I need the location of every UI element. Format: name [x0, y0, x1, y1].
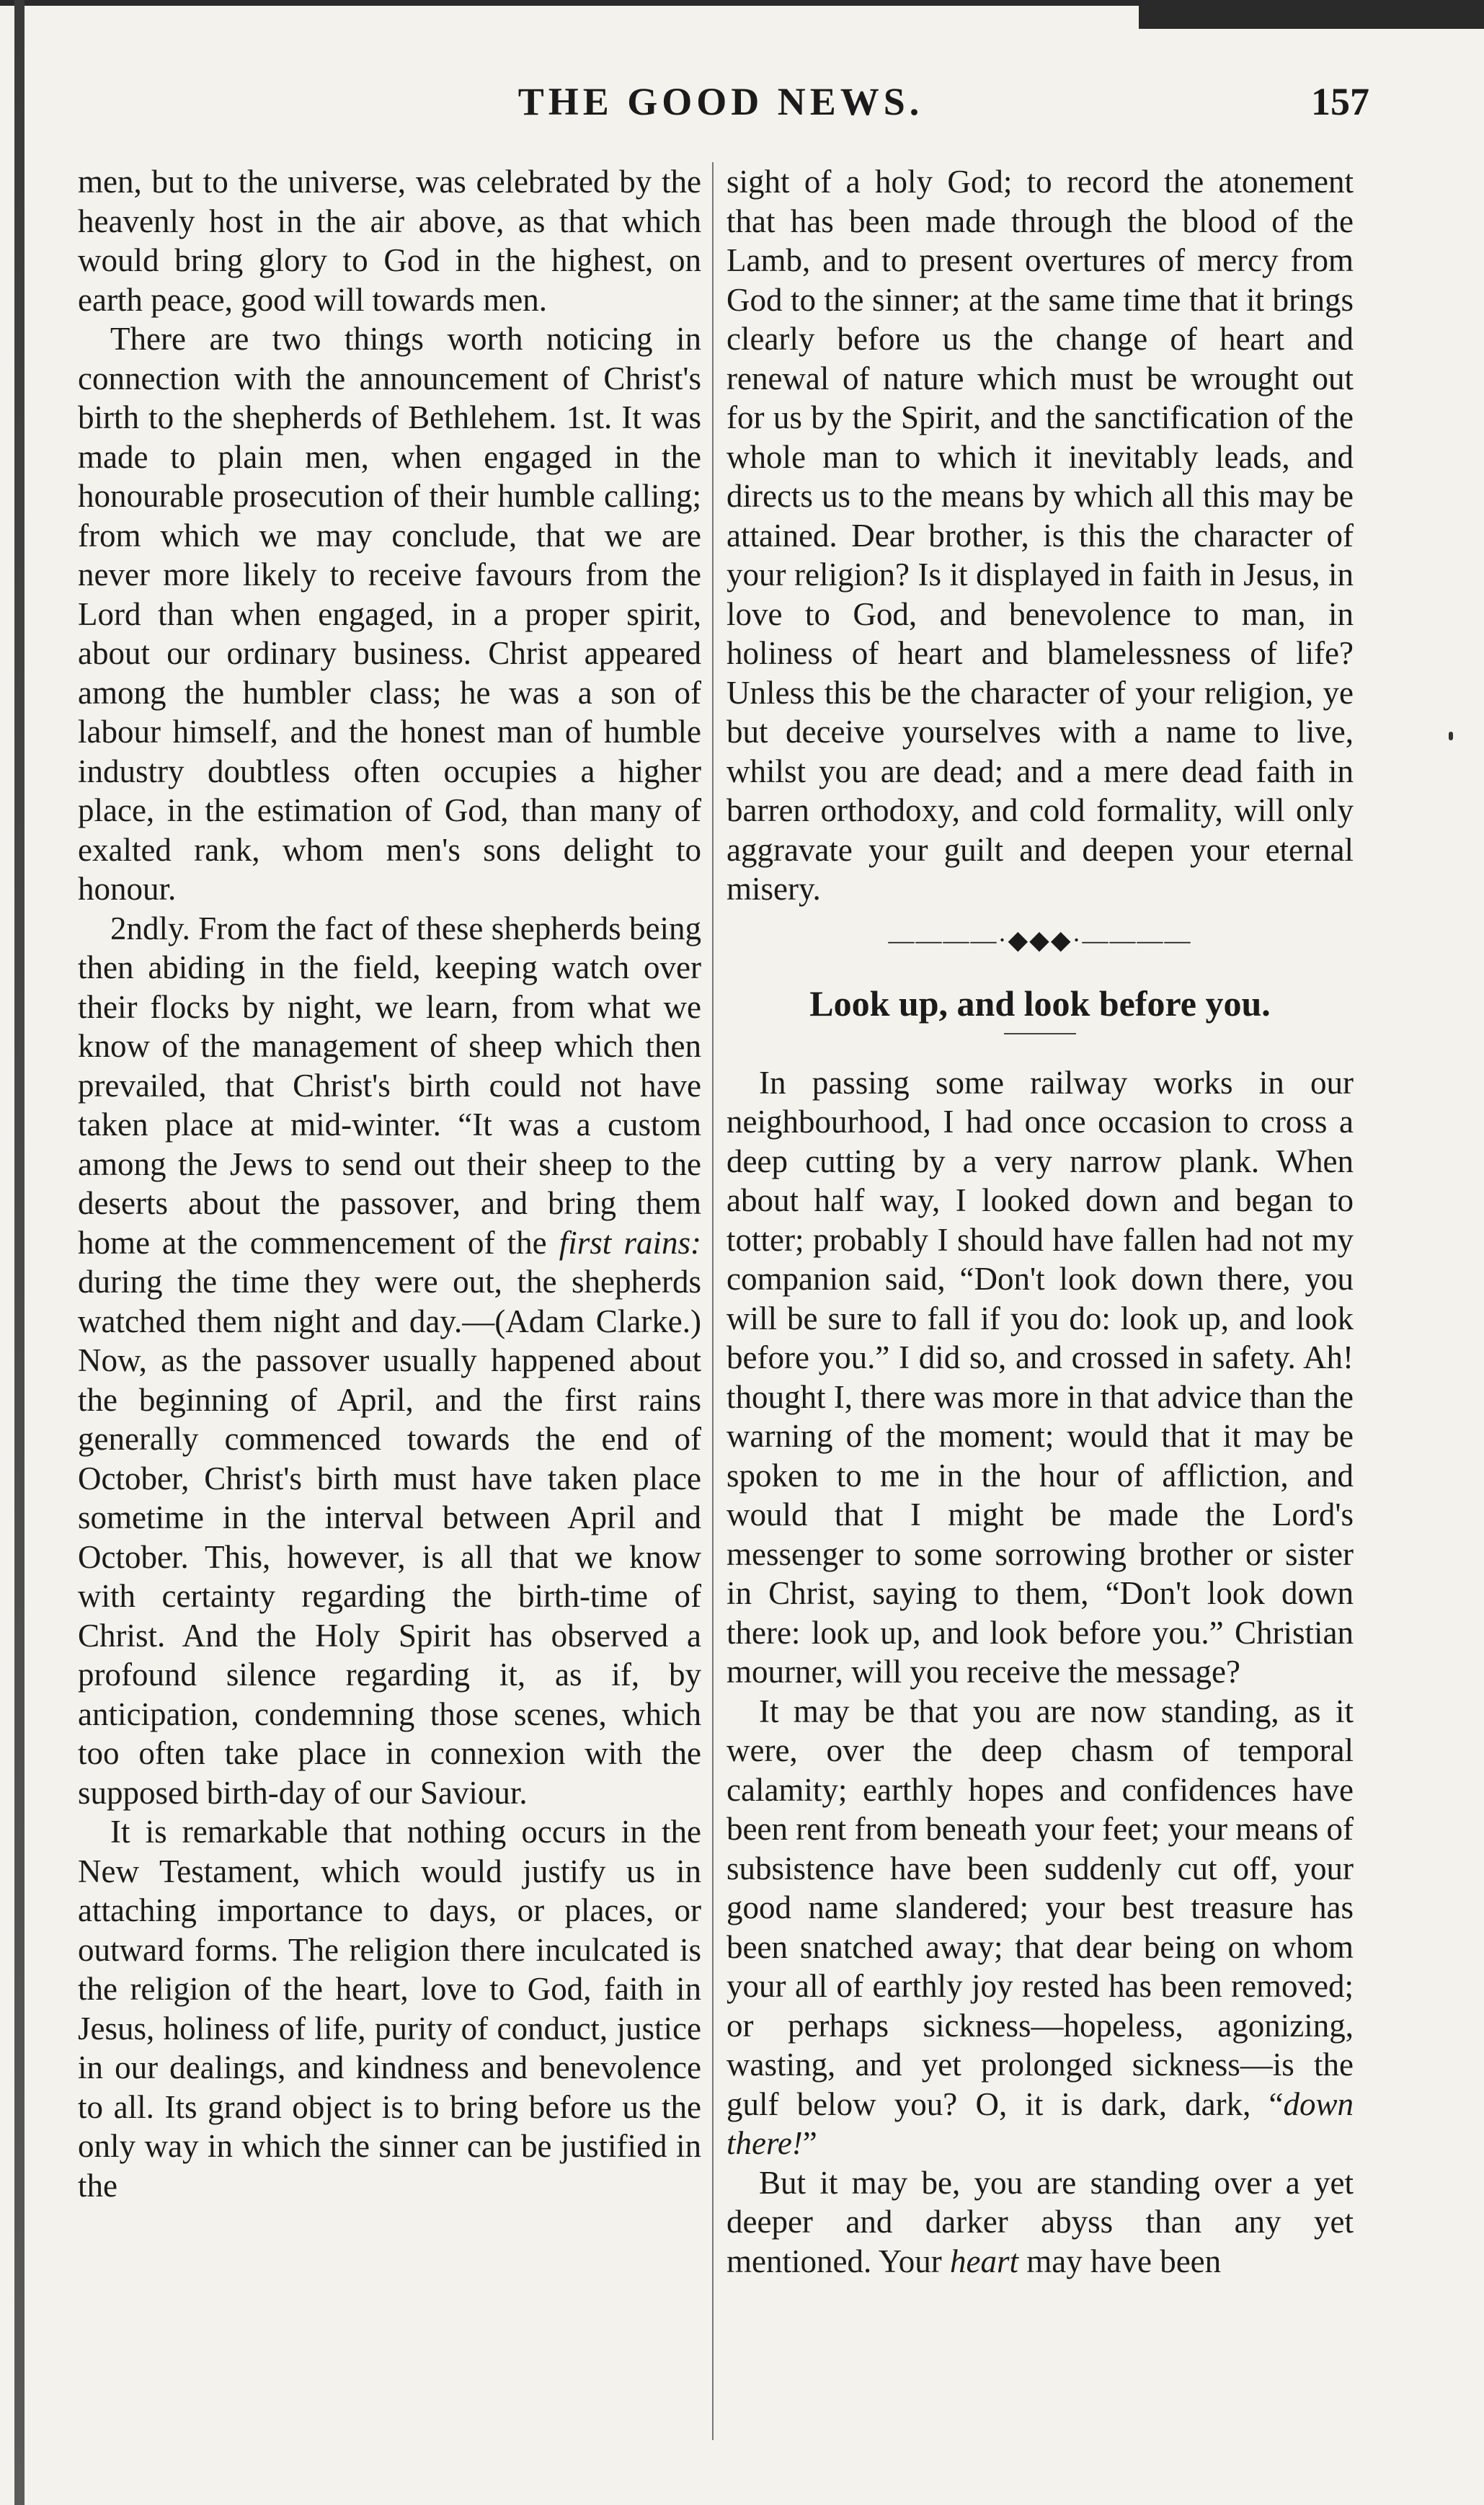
paragraph-text: ” — [802, 2125, 817, 2161]
paragraph-text: during the time they were out, the shepherds watched them night and day.—(Adam Clarke.) Now, as the passover usually happened about the beginning of April, and the first rains generally commenced towards the end of October, Christ's birth must have taken place sometime in the interval between April and October. This, however, is all that we know with certainty regarding the birth-time of Christ. And the Holy Spirit has observed a profound silence regarding it, as if, by anticipation, condemning those scenes, which too often take place in connexion with the supposed birth-day of our Saviour. — [78, 1264, 701, 1811]
right-column — [727, 162, 1354, 2433]
emphasis-text: heart — [950, 2243, 1019, 2279]
paragraph: In passing some railway works in our neighbourhood, I had once occasion to cross a deep cutting by a very narrow plank. When about half way, I looked down and began to totter; probably I should have fallen had not my companion said, “Don't look down there, you will be sure to fall if you do: look up, and look before you.” I did so, and crossed in safety. Ah! thought I, there was more in that advice than the warning of the moment; would that it may be spoken to me in the hour of affliction, and would that I might be made the Lord's messenger to some sorrowing brother or sister in Christ, saying to them, “Don't look down there: look up, and look before you.” Christian mourner, will you receive the message? — [727, 1064, 1354, 1690]
page-binding-edge — [14, 0, 25, 2505]
paragraph-text: It may be that you are now standing, as it were, over the deep chasm of temporal calamity; earthly hopes and confidences have been rent from beneath your feet; your means of subsistence have been suddenly cut off, your good name slandered; your best treasure has been snatched away; that dear being on whom your all of earthly joy rested has been removed; or perhaps sickness—hopeless, agonizing, wasting, and yet prolonged sickness—is the gulf below you? O, it is dark, dark, “ — [727, 1693, 1354, 2122]
left-column — [78, 162, 701, 2433]
paragraph: There are two things worth noticing in connection with the announcement of Christ's birth to the shepherds of Bethlehem. 1st. It was made to plain men, when engaged in the honourable prosecution of their humble calling; from which we may conclude, that we are never more likely to receive favours from the Lord than when engaged, in a proper spirit, about our ordinary business. Christ appeared among the humbler class; he was a son of labour himself, and the honest man of humble industry doubtless often occupies a higher place, in the estimation of God, than many of exalted rank, whom men's sons delight to honour. — [78, 321, 701, 907]
page-number: 157 — [1311, 80, 1369, 123]
paragraph — [78, 909, 701, 1813]
paragraph: sight of a holy God; to record the atonement that has been made through the blood of the Lamb, and to present overtures of mercy from God to the sinner; at the same time that it brings clearly before us the change of heart and renewal of nature which must be wrought out for us by the Spirit, and the sanctification of the whole man to which it inevitably leads, and directs us to the means by which all this may be attained. Dear brother, is this the character of your religion? Is it displayed in faith in Jesus, in love to God, and benevolence to man, in holiness of heart and blamelessness of life? Unless this be the character of your religion, ye but deceive yourselves with a name to live, whilst you are dead; and a mere dead faith in barren orthodoxy, and cold formality, will only aggravate your guilt and deepen your eternal misery. — [727, 164, 1354, 907]
section-heading: Look up, and look before you. — [809, 983, 1271, 1024]
section-ornament: ————·◆◆◆·———— — [888, 925, 1192, 954]
page-header — [72, 79, 1369, 137]
paragraph: men, but to the universe, was celebrated by the heavenly host in the air above, as that which would bring glory to God in the highest, on earth peace, good will towards men. — [78, 164, 701, 318]
emphasis-text: first rains: — [559, 1224, 701, 1261]
heading-rule — [1004, 1033, 1076, 1034]
paragraph-text: But it may be, you are standing over a yet deeper and darker abyss than any yet mentioned. Your — [727, 2164, 1354, 2279]
paragraph-text: 2ndly. From the fact of these shepherds being then abiding in the field, keeping watch over their flocks by night, we learn, from what we know of the management of sheep which then prevailed, that Christ's birth could not have taken place at mid-winter. “It was a custom among the Jews to send out their sheep to the deserts about the passover, and bring them home at the commencement of the — [78, 910, 701, 1261]
running-title: THE GOOD NEWS. — [517, 80, 924, 123]
paragraph: It is remarkable that nothing occurs in the New Testament, which would justify us in attaching importance to days, or places, or outward forms. The religion there inculcated is the religion of the heart, love to God, faith in Jesus, holiness of life, purity of conduct, justice in our dealings, and kindness and benevolence to all. Its grand object is to bring before us the only way in which the sinner can be justified in the — [78, 1814, 701, 2204]
paragraph — [727, 1692, 1354, 2163]
paragraph-text: may have been — [1018, 2243, 1222, 2279]
column-divider — [712, 162, 714, 2440]
top-edge-mark — [1139, 0, 1484, 29]
print-speck — [1449, 732, 1453, 740]
emphasis-text: down there! — [727, 2085, 1354, 2161]
paragraph — [727, 2163, 1354, 2282]
